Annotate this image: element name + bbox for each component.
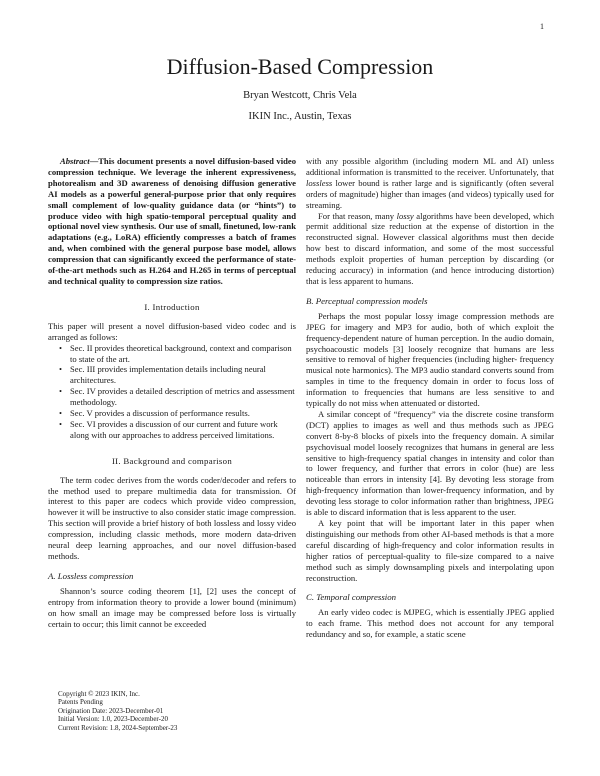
paragraph: An early video codec is MJPEG, which is essentially JPEG applied to each frame. This method does not account for any temporal redundancy and so, for example, a static scene	[306, 607, 554, 640]
text-run: For that reason, many	[318, 210, 395, 221]
paper-title: Diffusion-Based Compression	[166, 54, 434, 79]
paragraph: A key point that will be important later in this paper when distinguishing our methods from other AI-based methods is that a more careful discarding of high-frequency and color information results in higher ratios of perceptual-quality to file-size compared to a naive method such as simply downsampling pixels and interpolating upon reconstruction.	[306, 518, 554, 583]
subsection-heading-perceptual: B. Perceptual compression models	[306, 295, 428, 306]
list-item: • Sec. V provides a discussion of performance results.	[70, 408, 296, 419]
copyright-block	[58, 690, 177, 732]
list-item: • Sec. IV provides a detailed description of metrics and assessment methodology.	[70, 386, 296, 408]
paragraph	[306, 156, 554, 211]
page-number: 1	[540, 22, 544, 31]
list-item: • Sec. II provides theoretical background, context and comparison to state of the art.	[70, 343, 296, 365]
abstract	[48, 156, 296, 287]
paragraph	[306, 211, 554, 287]
patents-line: Patents Pending	[58, 698, 103, 707]
section-heading-background: II. Background and comparison	[111, 455, 233, 466]
paragraph: The term codec derives from the words coder/decoder and refers to the method used to prepare multimedia data for transmission. Of interest to this paper are codecs which provide video compression, however it will be instructive to also consider static image compression. This section will provide a brief history of both lossless and lossy video compression, including classic methods, more modern data-driven neural deep learning approaches, and our novel diffusion-based methods.	[48, 474, 296, 561]
subsection-heading-lossless: A. Lossless compression	[48, 570, 134, 581]
paragraph: A similar concept of “frequency” via the discrete cosine transform (DCT) applies to images as well and thus methods such as JPEG convert 8-by-8 blocks of pixels into the frequency domain. A similar psychovisual model loosely recognizes that humans in general are less sensitive to high-frequency spatial changes in intensity and color than to lower frequency, and further that errors in color (hue) are less noticeable than errors in intensity [4]. By devoting less storage from high-frequency information than lower-frequency information, and by devoting less storage to color information rather than brightness, JPEG is able to discard information that is less apparent to the user.	[306, 408, 554, 518]
paper-affiliation: IKIN Inc., Austin, Texas	[248, 111, 352, 122]
subsection-heading-temporal: C. Temporal compression	[306, 592, 397, 603]
section-outline-list	[48, 343, 296, 441]
text-run: with any possible algorithm (including modern ML and AI) unless additional information is transmitted to the receiver. Unfortunately, that	[306, 156, 554, 177]
right-column	[306, 156, 554, 640]
copyright-line: Copyright © 2023 IKIN, Inc.	[58, 690, 140, 698]
intro-lead: This paper will present a novel diffusion-based video codec and is arranged as follows:	[48, 320, 296, 342]
list-item: • Sec. III provides implementation details including neural architectures.	[70, 364, 296, 386]
text-run: lower bound is rather large and is significantly (often several orders of magnitude) higher than images (and videos) typically used for streaming.	[306, 177, 554, 210]
paper-authors: Bryan Westcott, Chris Vela	[243, 90, 357, 101]
initial-version-line: Initial Version: 1.0, 2023-December-20	[58, 715, 168, 724]
list-item: • Sec. VI provides a discussion of our current and future work along with our approaches to address perceived limitations.	[70, 419, 296, 441]
paragraph: Shannon’s source coding theorem [1], [2] uses the concept of entropy from information theory to provide a lower bound (minimum) on how small an image may be compressed before loss is virtually certain to occur; this limit cannot be exceeded	[48, 585, 296, 629]
current-revision-line: Current Revision: 1.8, 2024-September-23	[58, 723, 178, 732]
emphasis: lossy	[396, 210, 414, 221]
left-column	[48, 156, 296, 629]
text-run: algorithms have been developed, which permit additional size reduction at the expense of distortion in the reconstructed signal. However classical algorithms must then decide how best to discard information, and some of the most successful methods exploit properties of human perception by discarding (or reducing accuracy) in information (and hence introducing distortion) that is less apparent to humans.	[306, 210, 554, 286]
paragraph: Perhaps the most popular lossy image compression methods are JPEG for imagery and MP3 for audio, both of which exploit the frequency-dependent nature of human perception. In the audio domain, psychoacoustic models [3] loosely recognize that humans are less sensitive to removal of higher frequencies (including higher- frequency musical note harmonics). The MP3 audio standard converts sound from samples in time to the frequency domain in order to focus loss of information to frequencies that humans are less sensitive to and typically do not miss when attenuated or distorted.	[306, 310, 554, 409]
section-heading-introduction: I. Introduction	[144, 301, 200, 312]
abstract-label: Abstract	[60, 156, 90, 166]
origination-line: Origination Date: 2023-December-01	[58, 706, 164, 715]
emphasis: lossless	[306, 177, 333, 188]
abstract-text: —This document presents a novel diffusion-based video compression technique. We leverage the inherent expressiveness, photorealism and 3D awareness of denoising diffusion generative AI models as a powerful general-purpose prior that only requires small complement of low-quality guidance data (or “hints”) to produce video with high spatio-temporal perceptual quality and optional novel view synthesis. Our use of small, finetuned, low-rank adaptations (e.g., LoRA) efficiently compresses a batch of frames and, when combined with the general purpose base model, allows compression that can significantly exceed the performance of state-of-the-art methods such as H.264 and H.265 in terms of perceptual and technical quality to compression size ratios.	[48, 156, 296, 286]
